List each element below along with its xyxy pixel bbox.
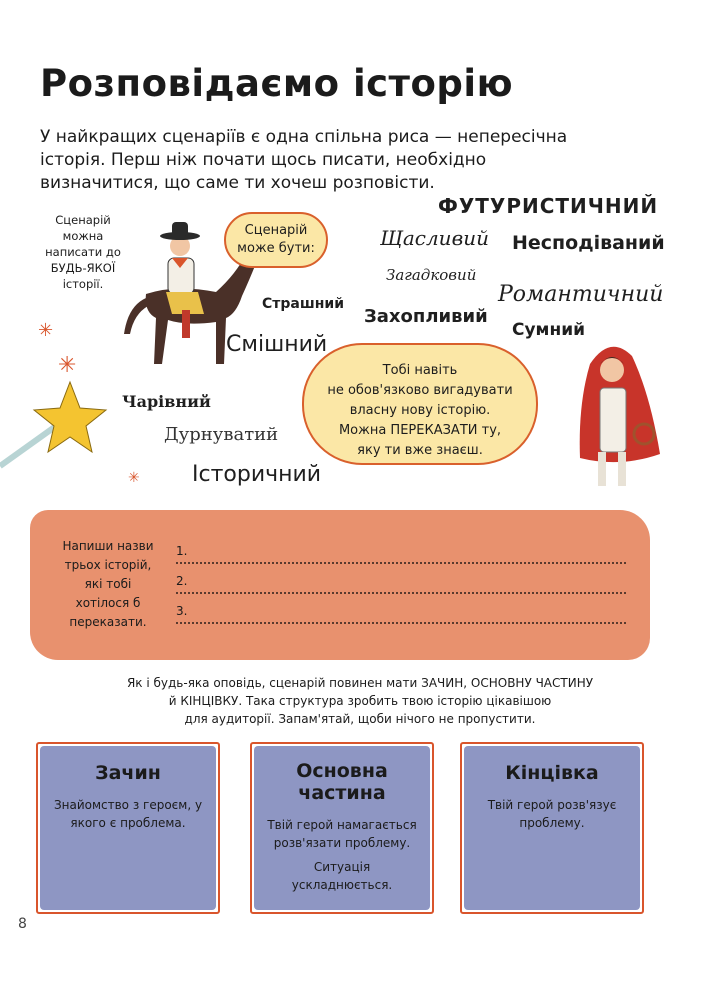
genre-unexpected: Несподіваний: [512, 232, 665, 254]
card-title: Кінцівка: [505, 762, 599, 784]
bubble-line: яку ти вже знаєш.: [357, 443, 483, 458]
bubble-text: Сценарій може бути:: [237, 223, 315, 256]
answer-line-3[interactable]: [176, 604, 626, 624]
card-beginning: [40, 746, 216, 910]
structure-line: для аудиторії. Запам'ятай, щоби нічого не пропустити.: [184, 712, 536, 726]
bubble-line: не обов'язково вигадувати: [327, 383, 513, 398]
task-label: Напиши назви трьох історій, які тобі хотілося б переказати.: [62, 539, 154, 629]
bubble-line: Тобі навіть: [382, 363, 458, 378]
answer-line-1[interactable]: [176, 544, 626, 564]
svg-text:✳: ✳: [128, 470, 140, 486]
structure-paragraph: [80, 674, 640, 728]
genre-scary: Страшний: [262, 296, 345, 312]
structure-line: й КІНЦІВКУ. Така структура зробить твою історію цікавішою: [168, 694, 552, 708]
genre-happy: Щасливий: [380, 226, 489, 250]
page-title: Розповідаємо історію: [40, 62, 514, 105]
genre-romantic: Романтичний: [498, 282, 664, 307]
red-riding-hood-illustration: [560, 334, 670, 499]
genre-sad: Сумний: [512, 320, 586, 340]
genre-historical: Історичний: [192, 462, 322, 487]
bubble-line: Можна ПЕРЕКАЗАТИ ту,: [338, 423, 502, 438]
svg-text:✳: ✳: [38, 320, 54, 341]
card-title: Зачин: [95, 762, 161, 784]
genre-exciting: Захопливий: [364, 306, 488, 327]
magic-wand-illustration: [0, 316, 160, 486]
card-text: Твій герой намагається розв'язати проблему.: [267, 818, 417, 850]
card-title: Основна частина: [296, 760, 388, 804]
speech-bubble-story-can-be: [224, 212, 328, 268]
svg-text:✳: ✳: [58, 353, 77, 378]
structure-line: Як і будь-яка оповідь, сценарій повинен мати ЗАЧИН, ОСНОВНУ ЧАСТИНУ: [126, 676, 594, 690]
side-note: Сценарій можна написати до БУДЬ-ЯКОЇ історії.: [45, 213, 121, 291]
intro-paragraph: У найкращих сценаріїв є одна спільна риса — непересічна історія. Перш ніж почати щось писати, необхідно визначитися, що саме ти хочеш розповісти.: [40, 127, 568, 193]
genre-funny: Смішний: [226, 332, 328, 357]
card-text: Твій герой розв'язує проблему.: [487, 798, 617, 830]
card-text-secondary: Ситуація ускладнюється.: [291, 860, 393, 892]
bubble-line: власну нову історію.: [349, 403, 491, 418]
answer-number: 3.: [176, 604, 188, 618]
answer-number: 1.: [176, 544, 188, 558]
genre-magic: Чарівний: [122, 392, 211, 411]
card-ending: [464, 746, 640, 910]
page-number: 8: [18, 916, 27, 932]
genre-mysterious: Загадковий: [386, 266, 477, 284]
card-text: Знайомство з героєм, у якого є проблема.: [53, 798, 203, 830]
card-main-part: [254, 746, 430, 910]
answer-line-2[interactable]: [176, 574, 626, 594]
answer-number: 2.: [176, 574, 188, 588]
speech-bubble-retell: [302, 343, 538, 465]
genre-silly: Дурнуватий: [164, 424, 279, 445]
genre-futuristic: ФУТУРИСТИЧНИЙ: [438, 194, 659, 218]
